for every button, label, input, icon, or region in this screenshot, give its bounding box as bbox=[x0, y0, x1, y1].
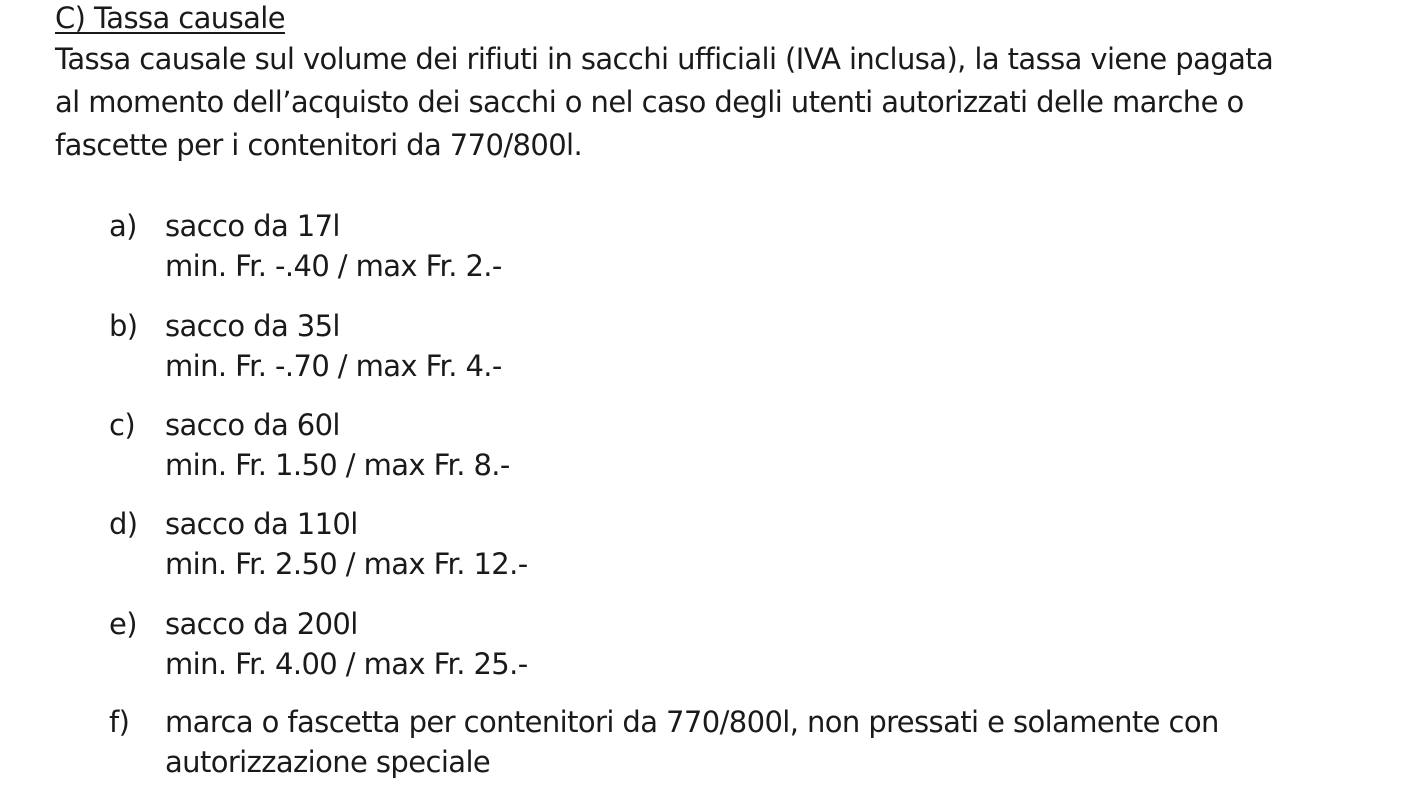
price-range: min. Fr. 2.50 / max Fr. 12.- bbox=[165, 547, 528, 581]
bag-size: sacco da 60l bbox=[165, 408, 340, 442]
price-range: min. Fr. 1.50 / max Fr. 8.- bbox=[165, 448, 510, 482]
price-range: min. Fr. -.70 / max Fr. 4.- bbox=[165, 349, 502, 383]
bag-size: sacco da 110l bbox=[165, 507, 358, 541]
bag-size: sacco da 17l bbox=[165, 209, 340, 243]
item-description: autorizzazione speciale bbox=[165, 745, 491, 779]
price-range: min. Fr. -.40 / max Fr. 2.- bbox=[165, 249, 502, 283]
list-item-text bbox=[165, 604, 1345, 684]
list-marker: e) bbox=[109, 607, 137, 641]
bag-size: sacco da 200l bbox=[165, 607, 358, 641]
list-item-text bbox=[165, 306, 1345, 386]
intro-line: al momento dell’acquisto dei sacchi o nel caso degli utenti autorizzati delle marche o bbox=[55, 85, 1244, 119]
list-item-text bbox=[165, 702, 1345, 782]
item-description: marca o fascetta per contenitori da 770/800l, non pressati e solamente con bbox=[165, 705, 1219, 739]
bag-size: sacco da 35l bbox=[165, 309, 340, 343]
list-marker: b) bbox=[109, 309, 138, 343]
intro-line: fascette per i contenitori da 770/800l. bbox=[55, 128, 583, 162]
list-marker: d) bbox=[109, 507, 138, 541]
intro-line: Tassa causale sul volume dei rifiuti in sacchi ufficiali (IVA inclusa), la tassa viene pagata bbox=[55, 42, 1274, 76]
section-heading: C) Tassa causale bbox=[55, 1, 285, 35]
price-range: min. Fr. 4.00 / max Fr. 25.- bbox=[165, 647, 528, 681]
list-item-text bbox=[165, 504, 1345, 584]
list-marker: f) bbox=[109, 705, 130, 739]
list-marker: a) bbox=[109, 209, 137, 243]
list-item-text bbox=[165, 405, 1345, 485]
list-item-text bbox=[165, 206, 1345, 286]
list-marker: c) bbox=[109, 408, 136, 442]
section-intro bbox=[55, 38, 1315, 167]
